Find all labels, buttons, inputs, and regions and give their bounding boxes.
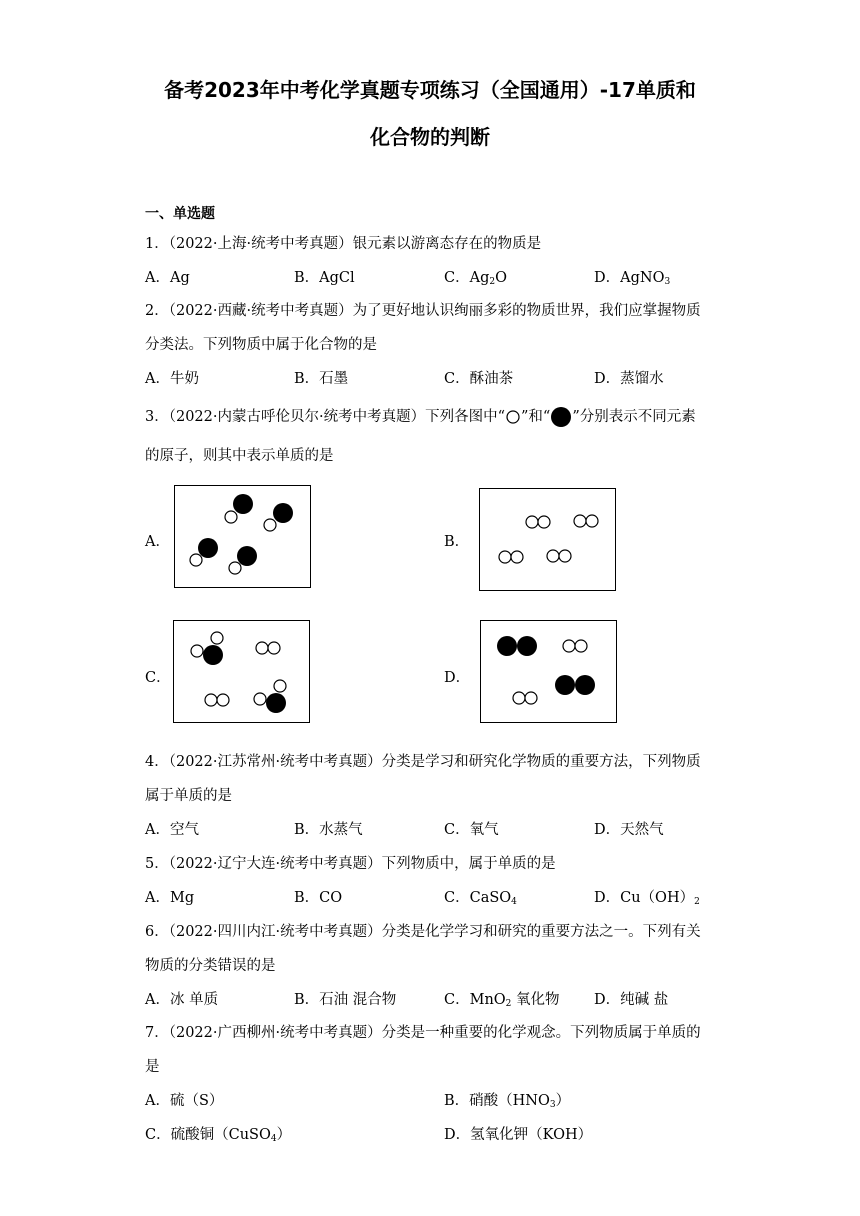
q5-option-a: A．Mg — [145, 890, 195, 906]
q6-option-c: C．MnO$_2$ 氧化物 — [444, 992, 560, 1009]
white-atom-icon — [505, 409, 521, 425]
q2-stem-line2: 分类法。下列物质中属于化合物的是 — [145, 337, 377, 353]
q7-option-d: D．氢氧化钾（KOH） — [444, 1127, 593, 1143]
q3-stem-line1: 3．（2022·内蒙古呼伦贝尔·统考中考真题）下列各图中“ ”和“ ”分别表示不同元素 — [145, 405, 696, 428]
q3-stem-line2: 的原子，则其中表示单质的是 — [145, 448, 334, 464]
q6-option-b: B．石油 混合物 — [294, 992, 397, 1008]
q3-label-b: B． — [444, 534, 470, 550]
q5-option-d: D．$Cu(OH)_2$ — [594, 890, 700, 907]
q1-option-d: D．AgNO$_3$ — [594, 270, 671, 287]
q3-label-c: C． — [145, 670, 171, 686]
black-atom-icon — [550, 406, 572, 428]
q2-option-a: A．牛奶 — [145, 371, 199, 387]
q3-diagram-d — [480, 620, 617, 723]
q1-option-c: C．$Ag_2O$ — [444, 270, 507, 287]
q2-stem-line1: 2．（2022·西藏·统考中考真题）为了更好地认识绚丽多彩的物质世界，我们应掌握物质 — [145, 303, 701, 319]
q7-option-c: C．硫酸铜（CuSO$_4$） — [145, 1127, 292, 1144]
q5-option-c: C．CaSO$_4$ — [444, 890, 517, 907]
doc-title-line2: 化合物的判断 — [370, 125, 490, 149]
q4-option-a: A．空气 — [145, 822, 199, 838]
q2-option-c: C．酥油茶 — [444, 371, 514, 387]
q5-option-b: B．CO — [294, 890, 343, 906]
q1-option-a: A．Ag — [145, 270, 190, 286]
q7-stem-line2: 是 — [145, 1059, 160, 1075]
q4-stem-line1: 4．（2022·江苏常州·统考中考真题）分类是学习和研究化学物质的重要方法，下列物质 — [145, 754, 701, 770]
q4-stem-line2: 属于单质的是 — [145, 788, 232, 804]
q2-option-d: D．蒸馏水 — [594, 371, 664, 387]
q6-stem-line1: 6．（2022·四川内江·统考中考真题）分类是化学学习和研究的重要方法之一。下列有关 — [145, 924, 701, 940]
q4-option-c: C．氧气 — [444, 822, 499, 838]
q5-stem: 5．（2022·辽宁大连·统考中考真题）下列物质中，属于单质的是 — [145, 856, 556, 872]
section-heading: 一、单选题 — [145, 206, 215, 222]
q3-diagram-a — [174, 485, 311, 588]
q7-option-b: B．硝酸$(HNO_3)$ — [444, 1093, 571, 1110]
q7-stem-line1: 7．（2022·广西柳州·统考中考真题）分类是一种重要的化学观念。下列物质属于单质的 — [145, 1025, 701, 1041]
q1-stem: 1．（2022·上海·统考中考真题）银元素以游离态存在的物质是 — [145, 236, 542, 252]
q3-label-d: D． — [444, 670, 471, 686]
q3-diagram-c — [173, 620, 310, 723]
q2-option-b: B．石墨 — [294, 371, 349, 387]
q6-stem-line2: 物质的分类错误的是 — [145, 958, 276, 974]
doc-title-line1: 备考2023年中考化学真题专项练习（全国通用）-17单质和 — [164, 78, 696, 102]
q6-option-d: D．纯碱 盐 — [594, 992, 669, 1008]
q1-option-b: B．AgCl — [294, 270, 355, 286]
q4-option-b: B．水蒸气 — [294, 822, 363, 838]
q3-label-a: A． — [145, 534, 170, 550]
q3-diagram-b — [479, 488, 616, 591]
q6-option-a: A．冰 单质 — [145, 992, 219, 1008]
q4-option-d: D．天然气 — [594, 822, 664, 838]
q7-option-a: A．硫（S） — [145, 1093, 224, 1109]
